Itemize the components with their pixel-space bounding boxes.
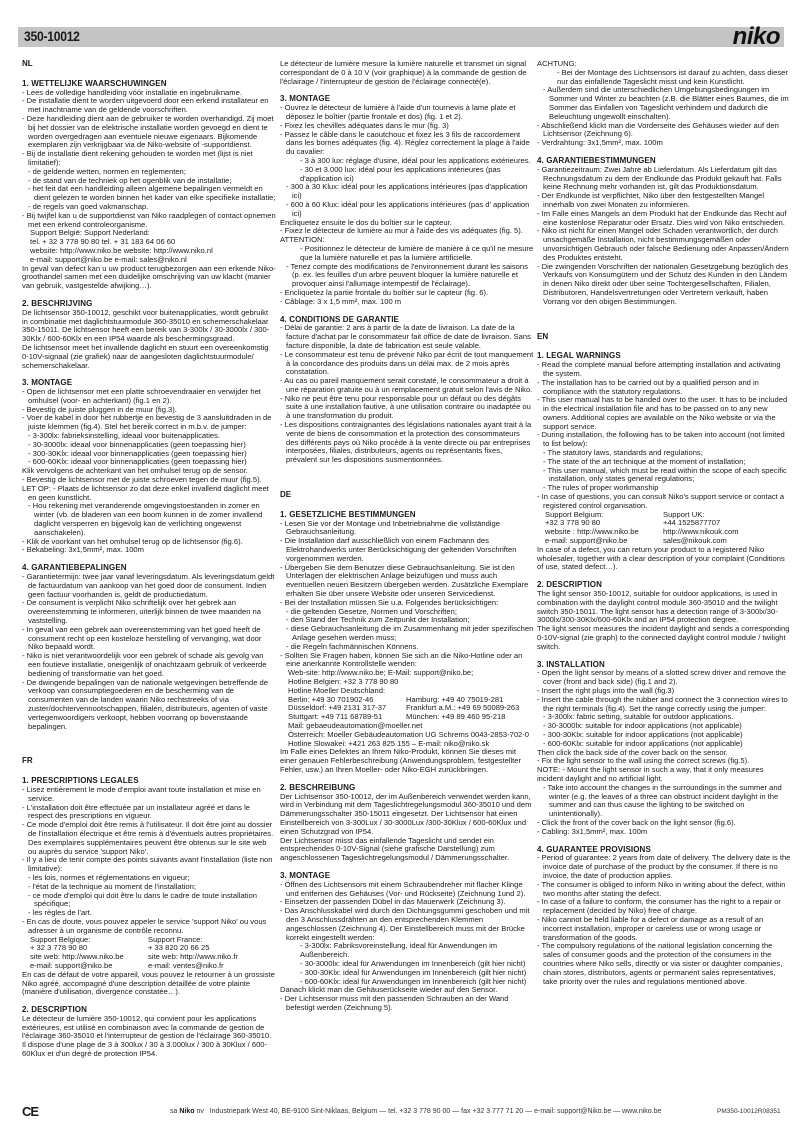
section-title: 3. MONTAGE — [280, 870, 331, 880]
paragraph: De lichtsensor meet het invallende daglicht en stuurt een overeenkomstig 0-10V-signaal (zie grafiek) naar de aangesloten daglichtstuurmodule/ schemerschakelaar. — [22, 342, 269, 370]
contact-cell: + 33 820 20 66 25 — [148, 943, 210, 953]
product-code: 350-10012 — [24, 29, 80, 44]
sub-list-item: - Außerdem sind die unterschiedlichen Umgebungsbedingungen im Sommer und Winter zu beachten (z.B. die Blätter eines Baumes, die im Sommer das Einfallen von Tageslicht verhindern und dadurch die Beleuchtung ungewollt einschalten). — [543, 85, 789, 121]
list-item: - In case of questions, you can consult Niko's support service or contact a registered control organisation. — [537, 492, 785, 510]
indented-line: - 30-3000lx: ideal für Anwendungen im Innenbereich (gilt hier nicht) — [300, 958, 526, 968]
contact-cell: München: +49 89 460 95-218 — [406, 712, 506, 722]
section-title: 1. GESETZLICHE BESTIMMUNGEN — [280, 509, 416, 519]
sub-list-item: - Tenez compte des modifications de l'environnement durant les saisons (p. ex. les feuilles d'un arbre peuvent bloquer la lumière naturelle et provoquer ainsi l'allumage intempestif de l'éclairage). — [286, 261, 528, 289]
sub-list-item: - Take into account the changes in the surroundings in the summer and winter (e.g. the leaves of a three can obstruct incident daylight in the summer and can thus cause the lighting to be switched on unintentionally). — [543, 782, 782, 819]
section-title: 1. WETTELIJKE WAARSCHUWINGEN — [22, 78, 167, 88]
footer-address — [170, 1108, 661, 1115]
list-item: - De dwingende bepalingen van de nationale wetgevingen betreffende de verkoop van consumptiegoederen en de bescherming van de consumenten van de landen waarin Niko rechtstreeks of via zuster/dochtervennootschappen, filialen, distributeurs, agenten of vaste vertegenwoordigers verkoopt, hebben voorrang op bovenstaande bepalingen. — [22, 677, 269, 731]
indented-line: e-mail: support@niko.be e-mail: sales@niko.nl — [30, 254, 187, 264]
indented-line: Mail: gebaeudeautomation@moeller.net — [288, 720, 423, 730]
paragraph: ATTENTION: — [280, 235, 325, 245]
sub-list-item: - de stand van de techniek op het ogenblik van de installatie; — [28, 175, 232, 185]
indented-line: Hotline Slowakei: +421 263 825 155 – E-mail: niko@niko.sk — [288, 738, 490, 748]
paragraph: In case of a defect, you can return your product to a registered Niko wholesaler, together with a clear description of your complaint (Conditions of use, stated defect…). — [537, 544, 785, 572]
list-item: - Abschließend klickt man die Vorderseite des Gehäuses wieder auf den Lichtsensor (Zeichnung 6). — [537, 120, 779, 139]
sub-list-item: - This user manual, which must be read within the scope of each specific installation, only states general regulations; — [543, 465, 787, 484]
company-prefix: sa — [170, 1108, 180, 1115]
indented-line: Support België: Support Nederland: — [30, 228, 150, 238]
contact-cell: sales@nikouk.com — [663, 536, 727, 546]
section-title: 4. GARANTIEBESTIMMUNGEN — [537, 155, 656, 165]
list-item: - Il y a lieu de tenir compte des points suivants avant l'installation (liste non limitative): — [22, 855, 273, 874]
paragraph: Le détecteur de lumière 350-10012, qui convient pour les applications extérieures, est utilisé en combinaison avec la commande de gestion de l'éclairage 360-35010 et l'interrupteur de gestion de l'éclairage 360-35010. Il dispose d'une plage de 3 à 300lux / 30 à 3.000lux / 300 à 30Klux / 600-60Klux et d'un degré de protection IP54. — [22, 1013, 272, 1059]
paragraph: In geval van defect kan u uw product terugbezorgen aan een erkende Niko-groothandel samen met een duidelijke omschrijving van uw klacht (manier van gebruik, vastgestelde afwijking…). — [22, 263, 276, 291]
contact-cell: Support France: — [148, 934, 203, 944]
list-item: - Read the complete manual before attempting installation and activating the system. — [537, 360, 781, 378]
list-item: - The compulsory regulations of the national legislation concerning the sales of consumer goods and the protection of the consumers in the countries where Niko sells, directly or via sister or daughter companies, chain stores, distributors, agents or permanent sales representatives, take priority over the rules and regulations mentioned above. — [537, 941, 783, 986]
column-3 — [537, 60, 791, 986]
sub-list-item: - 3-300lx: fabrieksinstelling, ideaal voor buitenapplicaties. — [28, 431, 221, 441]
sub-list-item: - 300 à 30 Klux: idéal pour les applications intérieures (pas d'application ici) — [286, 182, 528, 201]
contact-cell: Support Belgium: — [545, 509, 604, 519]
list-item: - Lisez entièrement le mode d'emploi avant toute installation et mise en service. — [22, 784, 261, 803]
list-item: - Klik de voorkant van het omhulsel terug op de lichtsensor (fig.6). — [22, 536, 243, 546]
sub-list-item: - 30-3000lx: suitable for indoor applications (not applicable) — [543, 721, 742, 731]
sub-list-item: - The rules of proper workmanship — [543, 483, 659, 493]
sub-list-item: - die geltenden Gesetze, Normen und Vorschriften; — [286, 606, 457, 616]
list-item: - Bei der Installation müssen Sie u.a. Folgendes berücksichtigen: — [280, 597, 499, 607]
contact-cell: e-mail: support@niko.be — [30, 960, 113, 970]
contact-cell: +32 3 778 90 80 — [545, 518, 601, 528]
indented-line: - Bei der Montage des Lichtsensors ist darauf zu achten, dass dieser nur das einfallende Tageslicht misst und kein Kunstlicht. — [557, 67, 788, 86]
contact-cell: Berlin: +49 30 701902-46 — [288, 694, 374, 704]
section-title: 2. DESCRIPTION — [22, 1005, 87, 1015]
list-item: - Niko cannot be held liable for a defect or damage as a result of an incorrect installation, improper or careless use or wrong usage or transformation of the goods. — [537, 914, 764, 942]
section-title: 4. GUARANTEE PROVISIONS — [537, 844, 651, 854]
sub-list-item: - die Regeln fachmännischen Könnens. — [286, 641, 419, 651]
sub-list-item: - 600-60Klx: suitable for indoor applications (not applicable) — [543, 738, 743, 748]
section-title: 2. DESCRIPTION — [537, 580, 602, 590]
indented-line: website: http://www.niko.be website: http://www.niko.nl — [30, 245, 213, 255]
paragraph: Im Falle eines Defektes an Ihrem Niko-Produkt, können Sie dieses mit einer genauen Fehlerbeschreibung (Anwendungsproblem, festgestellter Fehler, usw.) an Ihren Moeller- oder Niko-EGH zurückbringen. — [280, 747, 522, 774]
document-reference: PM350-10012R08351 — [717, 1108, 781, 1115]
list-item: - Niko ist nicht für einen Mangel oder Schaden verantwortlich, der durch unsachgemäße Installation, nicht bestimmungsgemäßen oder unvorsichtigen Gebrauch oder falsche Bedienung oder Anpassen/Ändern des Produktes entsteht. — [537, 226, 789, 262]
indented-line: - 600-60Klx: ideal für Anwendungen im Innenbereich (gilt hier nicht) — [300, 976, 527, 986]
list-item: - Délai de garantie: 2 ans à partir de la date de livraison. La date de la facture d'achat par le consommateur fait office de date de livraison. Sans facture disponible, la date de fabrication est seule valable. — [280, 323, 531, 350]
contact-cell: Support UK: — [663, 509, 705, 519]
spacer — [537, 307, 791, 333]
contact-cell: Frankfurt a.M.: +49 69 50089-263 — [406, 703, 520, 713]
list-item: - Die zwingenden Vorschriften der nationalen Gesetzgebung bezüglich des Verkaufs von Konsumgütern und der Schutz des Kunden in den Ländern in denen Niko direkt oder über seine Tochtergesellschaften, Filialen, Distributoren, Handelsvertretungen oder Vertretern verkauft, haben Vorrang vor den obigen Bestimmungen. — [537, 261, 789, 306]
language-heading: EN — [537, 331, 549, 341]
list-item: - Ce mode d'emploi doit être remis à l'utilisateur. Il doit être joint au dossier de l'installation électrique et être remis à d'éventuels autres propriétaires. Des exemplaires supplémentaires peuvent être obtenus sur le site web ou auprès du service 'support Niko'. — [22, 820, 274, 856]
contact-cell: Düsseldorf: +49 2131 317-37 — [288, 703, 387, 713]
footer — [0, 1104, 802, 1124]
paragraph: Then click the back side of the cover back on the sensor. — [537, 747, 728, 757]
paragraph: Der Lichtsensor misst das einfallende Tageslicht und sendet ein entsprechendes 0-10V-Signal (siehe grafische Darstellung) zum angeschlossenen Tageslichtregelungsmodul / Dämmerungsschalter. — [280, 835, 510, 863]
list-item: LET OP: - Plaats de lichtsensor zo dat deze enkel invallend daglicht meet en geen kunstlicht. — [22, 483, 269, 502]
indented-line: - 3 à 300 lux: réglage d'usine, idéal pour les applications extérieures. — [300, 155, 531, 165]
paragraph: Klik vervolgens de achterkant van het omhulsel terug op de sensor. — [22, 466, 248, 476]
sub-list-item: - 3-300lx: fabric setting, suitable for outdoor applications. — [543, 712, 734, 722]
indented-line: Hotline Belgien: +32 3 778 90 80 — [288, 677, 399, 686]
list-item: - Bij de installatie dient rekening gehouden te worden met (lijst is niet limitatief): — [22, 149, 253, 167]
list-item: - De consument is verplicht Niko schriftelijk over het gebrek aan overeenstemming te informeren, uiterlijk binnen de twee maanden na vaststelling. — [22, 598, 262, 626]
sub-list-item: - ce mode d'emploi qui doit être lu dans le cadre de toute installation spécifique; — [28, 890, 257, 909]
list-item: - Le consommateur est tenu de prévenir Niko par écrit de tout manquement à la concordance des produits dans un délai max. de 2 mois après constatation. — [280, 349, 534, 377]
list-item: - In geval van een gebrek aan overeenstemming van het goed heeft de consument recht op een kosteloze herstelling of vervanging, wat door Niko bepaald wordt. — [22, 624, 262, 652]
paragraph: NOTE: - Mount the light sensor in such a way, that it only measures incident daylight and no artificial light. — [537, 765, 764, 783]
sub-list-item: - 300-30Klx: suitable for indoor applications (not applicable) — [543, 729, 743, 739]
section-title: 3. MONTAGE — [280, 94, 331, 104]
sub-list-item: - The state of the art technique at the moment of installation; — [543, 456, 746, 466]
company-address: Industriepark West 40, BE-9100 Sint-Niklaas, Belgium — tel. +32 3 778 90 00 — fax +32 3 777 71 20 — e-mail: support@Niko.be — www.niko.be — [209, 1108, 662, 1115]
list-item: - Fix the light sensor to the wall using the correct screws (fig.5). — [537, 756, 750, 766]
section-title: 4. GARANTIEBEPALINGEN — [22, 563, 127, 573]
contact-cell: Stuttgart: +49 711 68789-51 — [288, 712, 383, 722]
sub-list-item: - diese Gebrauchsanleitung die im Zusammenhang mit jeder spezifischen Anlage gesehen werden muss; — [286, 624, 534, 643]
column-1 — [22, 60, 276, 1059]
list-item: - Die Installation darf ausschließlich von einem Fachmann des Elektrohandwerks unter Berücksichtigung der geltenden Vorschriften vorgenommen werden. — [280, 536, 517, 563]
contact-cell: + 32 3 778 90 80 — [30, 943, 88, 953]
indented-line: - Positionnez le détecteur de lumière de manière à ce qu'il ne mesure que la lumière naturelle et pas la lumière artificielle. — [300, 243, 534, 262]
list-item: - Bevestig de juiste pluggen in de muur (fig.3). — [22, 404, 177, 414]
sub-list-item: - het feit dat een handleiding alleen algemene bepalingen vermeldt en dient gelezen te worden binnen het kader van elke specifieke installatie; — [28, 184, 276, 203]
list-item: - Open de lichtsensor met een platte schroevendraaier en verwijder het omhulsel (voor- en achterkant) (fig.1 en 2). — [22, 387, 261, 405]
contact-cell: e-mail: support@niko.be — [545, 536, 628, 546]
list-item: - The installation has to be carried out by a qualified person and in compliance with the statutory regulations. — [537, 377, 759, 396]
list-item: - Übergeben Sie dem Benutzer diese Gebrauchsanleitung. Sie ist den Unterlagen der elektrischen Anlage beizufügen und muss auch eventuellen neuen Besitzern übergeben werden. Zusätzliche Exemplare erhalten Sie über unsere Website oder unseren Servicedienst. — [280, 562, 529, 599]
sub-list-item: - den Stand der Technik zum Zeitpunkt der Installation; — [286, 615, 470, 625]
section-title: 4. CONDITIONS DE GARANTIE — [280, 314, 399, 324]
list-item: - Fixez les chevilles adéquates dans le mur (fig. 3) — [280, 120, 449, 130]
list-item: - En cas de doute, vous pouvez appeler le service 'support Niko' ou vous adresser à un organisme de contrôle reconnu. — [22, 916, 267, 935]
header-bar — [18, 23, 784, 50]
sub-list-item: - les règles de l'art. — [28, 908, 92, 918]
sub-list-item: - 600-60Klx: ideaal voor binnenapplicaties (geen toepassing hier) — [28, 457, 247, 467]
list-item: - Câblage: 3 x 1,5 mm², max. 100 m — [280, 296, 402, 306]
section-title: 3. MONTAGE — [22, 378, 73, 388]
indented-line: tel. + 32 3 778 90 80 tel. + 31 183 64 06 60 — [30, 237, 176, 247]
sub-list-item: - 30-3000lx: ideaal voor binnenapplicaties (geen toepassing hier) — [28, 439, 246, 449]
language-heading: DE — [280, 490, 292, 500]
list-item: - Passez le câble dans le caoutchouc et fixez les 3 fils de raccordement dans les bornes adéquates (fig. 4). Réglez correctement la plage à l'aide du cavalier: — [280, 129, 530, 157]
indented-line: - 30 et 3.000 lux: idéal pour les applications intérieures (pas d'application ici) — [300, 164, 501, 183]
section-title: 1. PRESCRIPTIONS LEGALES — [22, 776, 139, 786]
list-item: - Au cas ou pareil manquement serait constaté, le consommateur a droit à une réparation gratuite ou à un remplacement gratuit selon l'avis de Niko. — [280, 376, 533, 394]
list-item: - Encliquetez la partie frontale du boîtier sur le capteur (fig. 6). — [280, 287, 489, 297]
list-item: - Fixez le détecteur de lumière au mur à l'aide des vis adéquates (fig. 5). — [280, 226, 523, 236]
language-heading: NL — [22, 59, 33, 68]
contact-cell: Hamburg: +49 40 75019-281 — [406, 694, 504, 704]
list-item: - Voer de kabel in door het rubbertje en bevestig de 3 aansluitdraden in de juiste klemmen (fig.4). Stel het bereik correct in m.b.v. de jumper: — [22, 413, 272, 432]
sub-list-item: - l'état de la technique au moment de l'installation; — [28, 881, 196, 891]
section-title: 2. BESCHREIBUNG — [280, 782, 356, 792]
list-item: - Les dispositions contraignantes des législations nationales ayant trait à la vente de biens de consommation et la protection des consommateurs des différents pays où Niko procède à la vente directe ou par entreprises interposées, filiales, distributeurs, agents ou représentants fixes, prévalent sur les dispositions susmentionnées. — [280, 420, 532, 465]
paragraph: Le détecteur de lumière mesure la lumière naturelle et transmet un signal correspondant de 0 à 10 V (voir graphique) à la commande de gestion de l'éclairage / l'interrupteur de gestion de l'éclairage connecté(e). — [280, 59, 527, 86]
list-item: - Einsetzen der passenden Dübel in das Mauerwerk (Zeichnung 3). — [280, 897, 506, 907]
sub-list-item: - 300-30Klx: ideaal voor binnenapplicaties (geen toepassing hier) — [28, 448, 247, 458]
indented-line: Web-site: http://www.niko.be; E-Mail: support@niko.be; — [288, 668, 474, 678]
sub-list-item: - 600 à 60 Klux: idéal pour les applications intérieures (pas d' application ici) — [286, 199, 530, 218]
paragraph: Der Lichtsensor 350-10012, der im Außenbereich verwendet werden kann, wird in Verbindung mit dem Tageslichtregelungsmodul 360-35010 und dem Dämmerungsschalter 350-15011 eingesetzt. Der Lichtsensor hat einen Einstellbereich von 3-300Lux / 30-3000Lux /300-30Klux / 600-60Klux und einen Schutzgrad von IP54. — [280, 791, 532, 836]
language-heading: FR — [22, 756, 33, 766]
contact-cell: site web: http://www.niko.be — [30, 952, 124, 962]
list-item: - Der Endkunde ist verpflichtet, Niko über den festgestellten Mangel innerhalb von zwei Monaten zu informieren. — [537, 191, 765, 209]
column-2 — [280, 60, 534, 1013]
list-item: - This user manual has to be handed over to the user. It has to be included in the electrical installation file and has to be passed on to any new owners. Additional copies are available on the Niko website or via the support service. — [537, 395, 788, 431]
list-item: - Das Anschlusskabel wird durch den Dichtungsgummi geschoben und mit den 3 Anschlussdrähten an den entsprechenden Klemmen angeschlossen (Zeichnung 4). Der Einstellbereich muss mit der Brücke korrekt eingestellt werden: — [280, 906, 530, 942]
list-item: - Garantietermijn: twee jaar vanaf leveringsdatum. Als leveringsdatum geldt de factuurdatum van aankoop van het goed door de consument. Indien geen factuur voorhanden is, geldt de productiedatum. — [22, 572, 275, 599]
list-item: - Bevestig de lichtsensor met de juiste schroeven tegen de muur (fig.5). — [22, 475, 262, 485]
list-item: - Im Falle eines Mangels an dem Produkt hat der Endkunde das Recht auf eine kostenlose Reparatur oder Ersatz. Dies wird von Niko entschieden. — [537, 208, 787, 227]
paragraph: De lichtsensor 350-10012, geschikt voor buitenapplicaties, wordt gebruikt in combinatie met daglichtstuurmodule 360-35010 en schemerschakelaar 350-15011. De lichtsensor heeft een bereik van 3-300lx / 30-3000lx / 300-30Klx / 600-60Klx en een IP54 waarde als beschermingsgraad. — [22, 307, 270, 344]
ce-mark-icon: CE — [22, 1104, 39, 1119]
paragraph: The light sensor 350-10012, suitable for outdoor applications, is used in combination with the daylight control module 360-35010 and the twilight switch 350-15011. The light sensor has a detection range of 3-300lx/30-3000lx/300-30Klx/600-60Klx and an IP54 protection degree. — [537, 589, 778, 625]
indented-line: Hotline Moeller Deutschland: — [288, 685, 386, 695]
list-item: - Ouvrez le détecteur de lumière à l'aide d'un tournevis à lame plate et déposez le boîtier (partie frontale et dos) (fig. 1 et 2). — [280, 103, 516, 121]
list-item: - Bij twijfel kan u de supportdienst van Niko raadplegen of contact opnemen met een erkend controleorganisme. — [22, 210, 276, 229]
list-item: - Open the light sensor by means of a slotted screw driver and remove the cover (front and back side) (fig.1 and 2). — [537, 668, 787, 687]
list-item: - Insert the cable through the rubber and connect the 3 connection wires to the right terminals (fig.4). Set the range correctly using the jumper: — [537, 694, 788, 713]
list-item: - During installation, the following has to be taken into account (not limited to list below): — [537, 430, 785, 449]
sub-list-item: - de regels van goed vakmanschap. — [28, 201, 149, 211]
company-suffix: nv — [194, 1108, 204, 1115]
list-item: - Lees de volledige handleiding vóór installatie en ingebruikname. — [22, 87, 242, 97]
sub-list-item: - The statutory laws, standards and regulations; — [543, 448, 703, 458]
list-item: - Garantiezeitraum: Zwei Jahre ab Lieferdatum. Als Lieferdatum gilt das Rechnungsdatum zu dem der Endkunde das Produkt gekauft hat. Falls keine Rechnung mehr vorhanden ist, gilt das Produktionsdatum. — [537, 164, 782, 192]
list-item: - Verdrahtung: 3x1,5mm², max. 100m — [537, 138, 663, 148]
contact-cell: website : http://www.niko.be — [545, 527, 639, 537]
contact-cell: e-mail: ventes@niko.fr — [148, 960, 224, 970]
list-item: - L'installation doit être effectuée par un installateur agréé et dans le respect des prescriptions en vigueur. — [22, 802, 251, 821]
section-title: 3. INSTALLATION — [537, 659, 605, 669]
list-item: - Der Lichtsensor muss mit den passenden Schrauben an der Wand befestigt werden (Zeichnung 5). — [280, 994, 509, 1012]
indented-line: Österreich: Moeller Gebäudeautomation UG Schrems 0043-2853-702-0 — [288, 729, 530, 739]
list-item: - The consumer is obliged to inform Niko in writing about the defect, within two months after stating the defect. — [537, 879, 786, 898]
paragraph: Encliquetez ensuite le dos du boîtier sur le capteur. — [280, 217, 452, 227]
list-item: - In case of a failure to conform, the consumer has the right to a repair or replacement (decided by Niko) free of charge. — [537, 897, 781, 916]
contact-cell: Support Belgique: — [30, 934, 91, 944]
section-title: 2. BESCHRIJVING — [22, 298, 93, 308]
list-item: - Deze handleiding dient aan de gebruiker te worden overhandigd. Zij moet bij het dossier van de elektrische installatie worden gevoegd en dient te worden overgedragen aan eventuele nieuwe eigenaars. Bijkomende exemplaren zijn verkrijgbaar via de Niko-website of -supportdienst. — [22, 113, 274, 150]
sub-list-item: - les lois, normes et réglementations en vigueur; — [28, 872, 190, 882]
list-item: - Niko is niet verantwoordelijk voor een gebrek of schade als gevolg van een foutieve installatie, oneigenlijk of onachtzaam gebruik of verkeerde bediening of transformatie van het goed. — [22, 651, 267, 678]
sub-list-item: - de geldende wetten, normen en reglementen; — [28, 166, 186, 176]
list-item: - Bekabeling: 3x1,5mm², max. 100m — [22, 545, 144, 555]
paragraph: En cas de défaut de votre appareil, vous pouvez le retourner à un grossiste Niko agréé, accompagné d'une description détaillée de votre plainte (manière d'utilisation, divergence constatée…). — [22, 969, 275, 997]
contact-cell: http://www.nikouk.com — [663, 527, 739, 537]
list-item: - Click the front of the cover back on the light sensor (fig.6). — [537, 817, 736, 827]
paragraph: Danach klickt man die Gehäuserückseite wieder auf den Sensor. — [280, 985, 498, 995]
company-name: Niko — [179, 1108, 195, 1115]
spacer — [280, 465, 534, 491]
sub-list-item: - Hou rekening met veranderende omgevingstoestanden in zomer en winter (vb. de bladeren van een boom kunnen in de zomer invallend daglicht versperren en bijgevolg kan de verlichting ongewenst aanschakelen). — [28, 501, 263, 537]
paragraph: The light sensor measures the incident daylight and sends a corresponding 0-10V-signal (zie graph) to the connected daylight control module / twilight switch. — [537, 624, 790, 651]
contact-cell: +44 1525877707 — [663, 518, 721, 528]
list-item: - Period of guarantee: 2 years from date of delivery. The delivery date is the invoice date of purchase of the product by the consumer. If there is no invoice, the date of production applies. — [537, 853, 791, 880]
list-item: - Sollten Sie Fragen haben, können Sie sich an die Niko-Hotline oder an eine anerkannte Kontrollstelle wenden: — [280, 650, 523, 669]
niko-logo: niko — [732, 23, 780, 50]
indented-line: - 3-300lx: Fabriksvoreinstellung, ideal für Anwendungen im Außenbereich. — [300, 941, 498, 960]
indented-line: - 300-30Klx: ideal für Anwendungen im Innenbereich (gilt hier nicht) — [300, 967, 527, 977]
list-item: - Cabling: 3x1,5mm², max. 100m — [537, 826, 648, 836]
list-item: - Niko ne peut être tenu pour responsable pour un défaut ou des dégâts suite à une installation fautive, à une utilisation contraire ou inadaptée ou à une transformation du produit. — [280, 393, 531, 421]
paragraph: ACHTUNG: — [537, 59, 577, 68]
list-item: - Lesen Sie vor der Montage und Inbetriebnahme die vollständige Gebrauchsanleitung. — [280, 518, 500, 537]
contact-cell: site web: http://www.niko.fr — [148, 952, 238, 962]
list-item: - Insert the right plugs into the wall (fig.3) — [537, 686, 675, 695]
spacer — [22, 731, 276, 757]
list-item: - Öffnen des Lichtsensors mit einem Schraubendreher mit flacher Klinge und entfernen des Gehäuses (Vor- und Rückseite) (Zeichnung 1und 2). — [280, 879, 526, 898]
section-title: 1. LEGAL WARNINGS — [537, 351, 621, 361]
list-item: - De installatie dient te worden uitgevoerd door een erkend installateur en met inachtname van de geldende voorschriften. — [22, 96, 269, 115]
